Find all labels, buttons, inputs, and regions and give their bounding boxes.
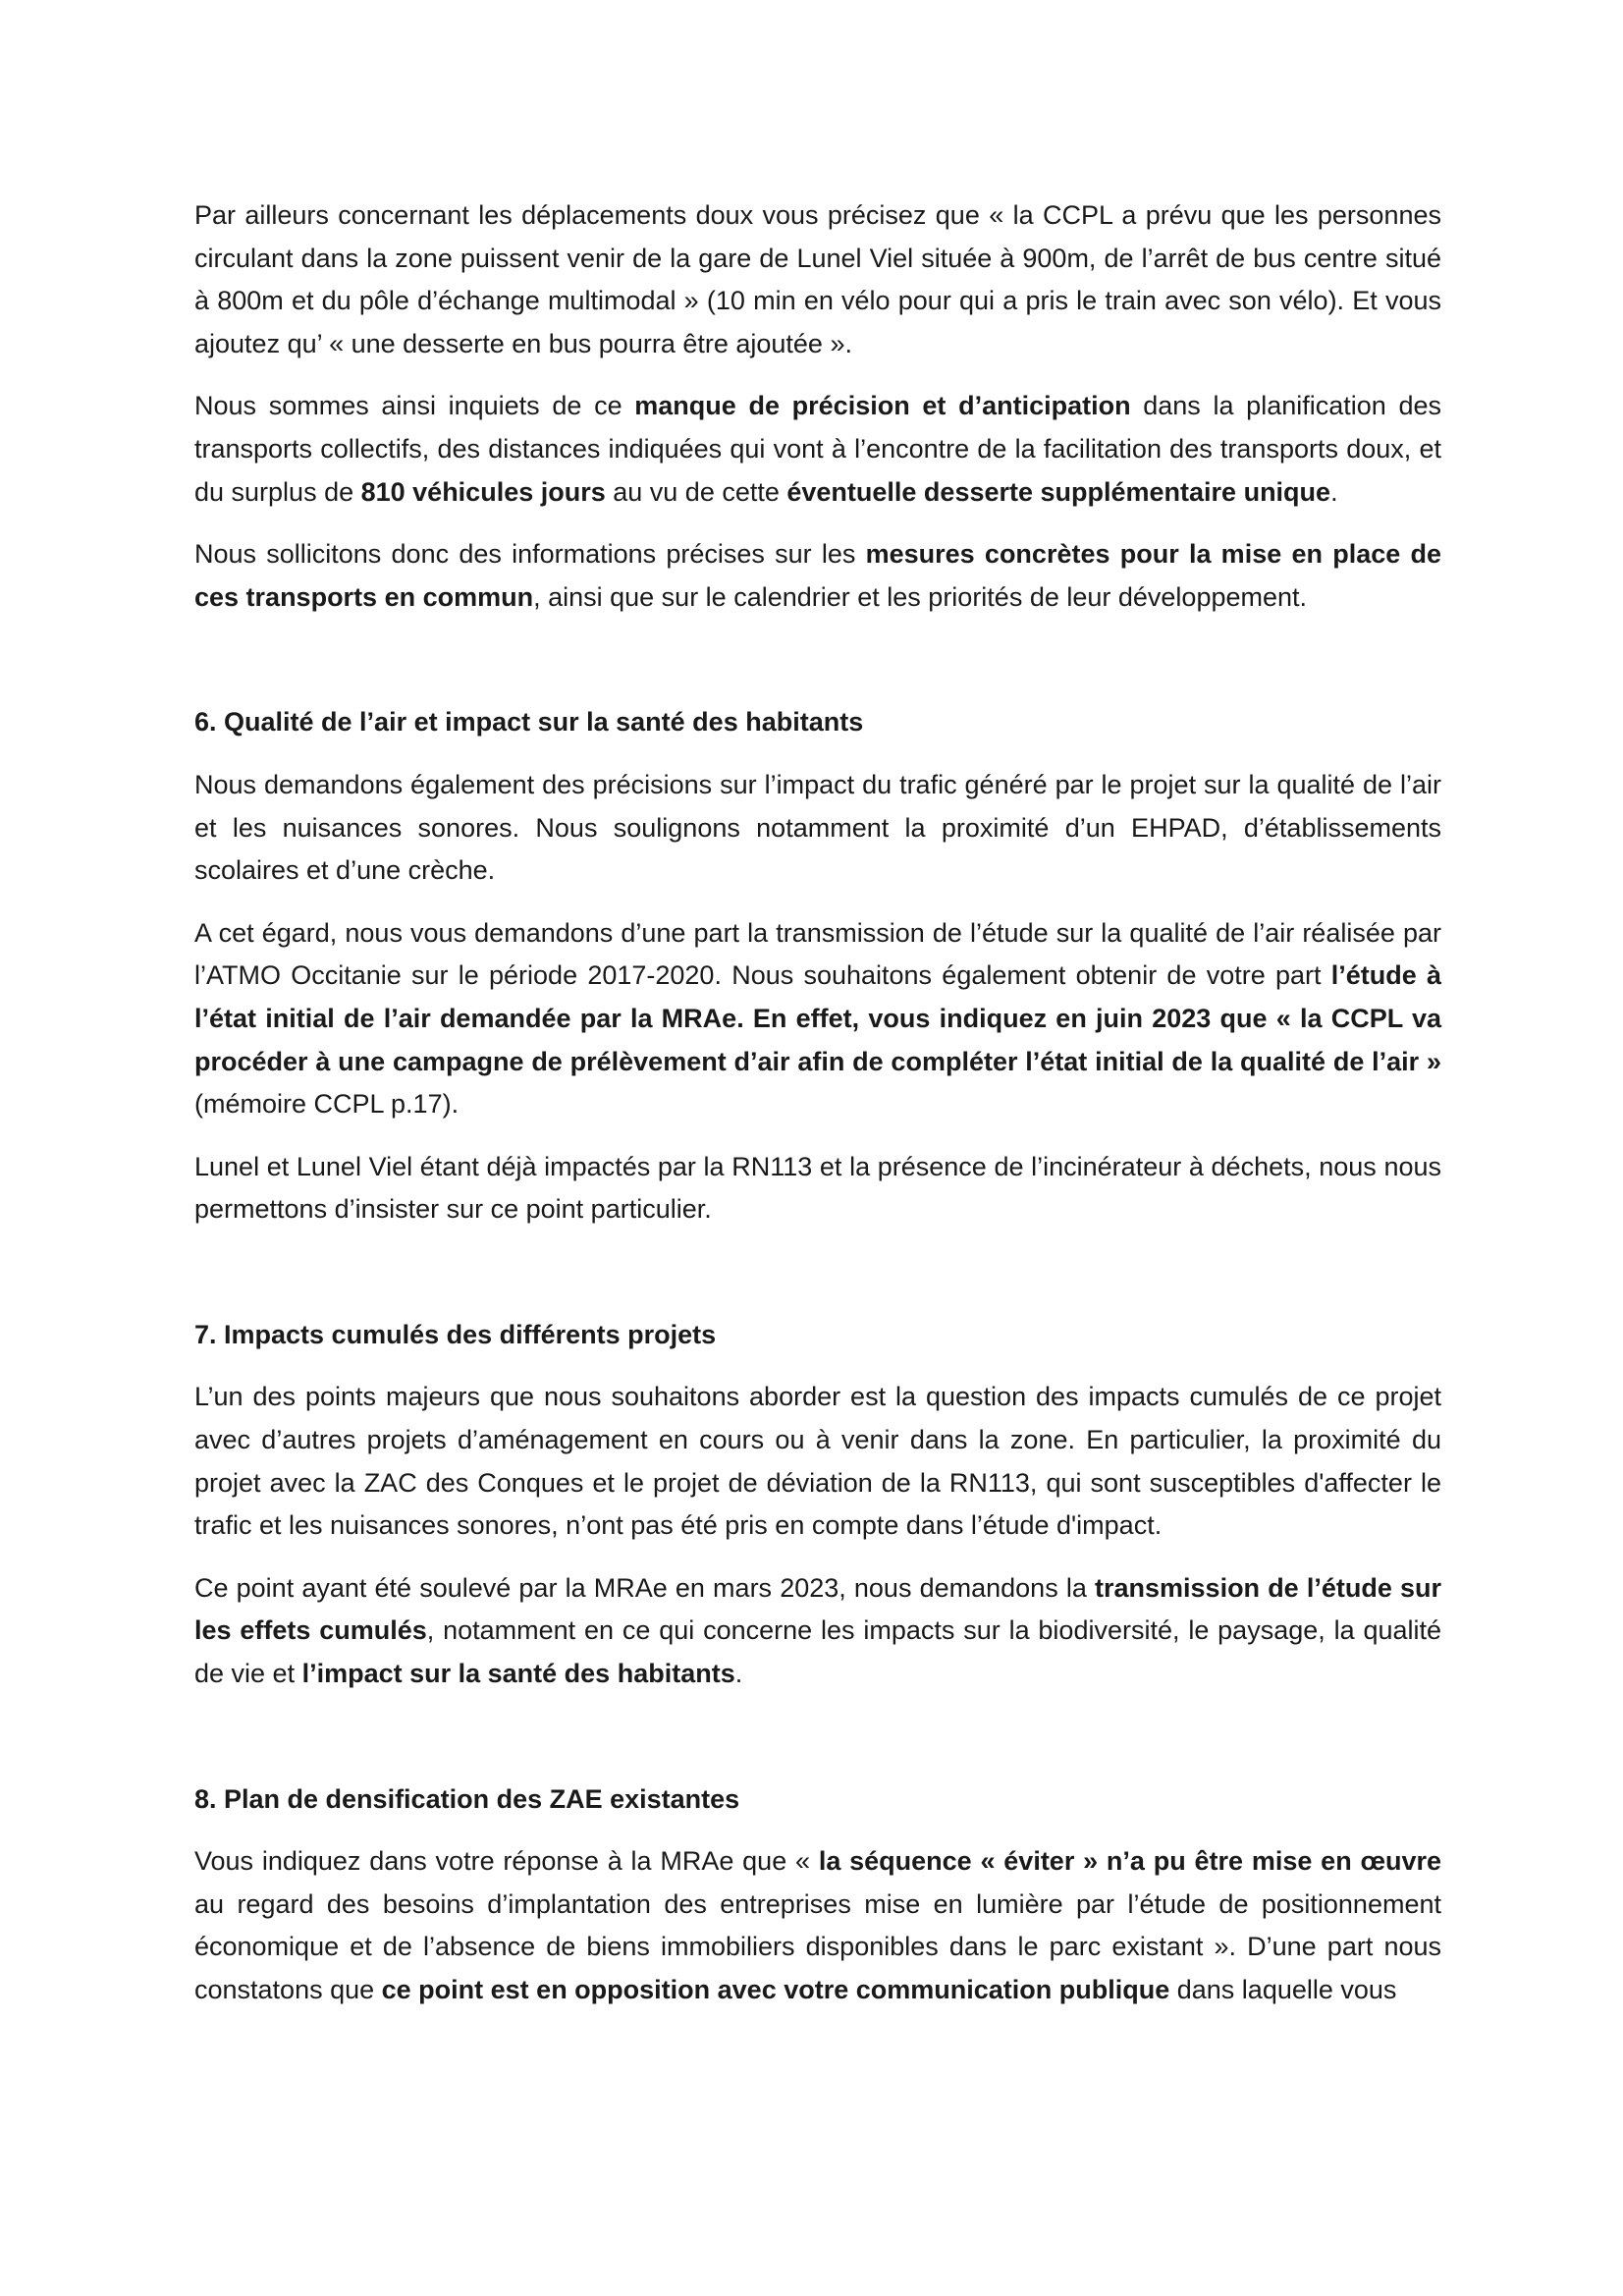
emphasis-text: ce point est en opposition avec votre communication publique	[381, 1975, 1170, 2004]
emphasis-text: manque de précision et d’anticipation	[634, 391, 1131, 421]
paragraph-text: au vu de cette	[605, 476, 787, 507]
emphasis-text: l’impact sur la santé des habitants	[301, 1659, 735, 1689]
paragraph-text: Nous sommes ainsi inquiets de ce	[194, 391, 635, 421]
paragraph-air-quality	[194, 764, 1441, 893]
paragraph-text: , ainsi que sur le calendrier et les priorités de leur développement.	[533, 581, 1308, 612]
paragraph-soft-mobility	[194, 194, 1441, 365]
paragraph-text: .	[734, 1659, 743, 1689]
paragraph-request-info	[194, 533, 1441, 619]
paragraph-cumulative-impacts	[194, 1376, 1441, 1547]
section-heading-7: 7. Impacts cumulés des différents projets	[194, 1319, 717, 1349]
paragraph-text: Nous sollicitons donc des informations précises sur les	[194, 539, 866, 570]
paragraph-text: Ce point ayant été soulevé par la MRAe en mars 2023, nous demandons la	[194, 1572, 1095, 1603]
document-body	[194, 194, 1441, 2012]
paragraph-text: Vous indiquez dans votre réponse à la MRAe que «	[194, 1846, 819, 1877]
paragraph-atmo-study	[194, 912, 1441, 1126]
section-heading-8: 8. Plan de densification des ZAE existantes	[194, 1783, 740, 1814]
paragraph-text: .	[1330, 476, 1338, 507]
paragraph-text: au regard des besoins d’implantation des entreprises mise en lumière par l’étude de positionnement économique et de l’absence de biens immobiliers disponibles dans le parc existant ». D’une part nous constatons que	[194, 1888, 1441, 2004]
section-spacer	[194, 638, 1441, 701]
paragraph-text: , notamment en ce qui concerne les impacts sur la biodiversité, le paysage, la qualité de vie et	[194, 1615, 1442, 1689]
paragraph-text: L’un des points majeurs que nous souhaitons aborder est la question des impacts cumulés de ce projet avec d’autres projets d’aménagement en cours ou à venir dans la zone. En particulier, la proximité du projet avec la ZAC des Conques et le projet de déviation de la RN113, qui sont susceptibles d'affecter le trafic et les nuisances sonores, n’ont pas été pris en compte dans l’étude d'impact.	[194, 1382, 1441, 1541]
paragraph-concern-transport	[194, 385, 1441, 514]
emphasis-text: éventuelle desserte supplémentaire unique	[786, 476, 1331, 507]
paragraph-rn113	[194, 1146, 1441, 1231]
emphasis-text: 810 véhicules jours	[360, 476, 606, 507]
paragraph-text: A cet égard, nous vous demandons d’une part la transmission de l’étude sur la qualité de l’air réalisée par l’ATMO Occitanie sur le période 2017-2020. Nous souhaitons également obtenir de votre part	[194, 917, 1441, 991]
section-spacer	[194, 1251, 1441, 1314]
emphasis-text: transmission de l’étude sur les effets cumulés	[194, 1572, 1442, 1646]
paragraph-text: (mémoire CCPL p.17).	[194, 1089, 460, 1120]
paragraph-densification	[194, 1840, 1441, 2011]
paragraph-text: dans la planification des transports collectifs, des distances indiquées qui vont à l’encontre de la facilitation des transports doux, et du surplus de	[194, 391, 1441, 507]
paragraph-text: dans laquelle vous	[1169, 1975, 1397, 2004]
paragraph-mrae-request	[194, 1567, 1441, 1696]
emphasis-text: mesures concrètes pour la mise en place de ces transports en commun	[194, 539, 1441, 612]
section-heading-6: 6. Qualité de l’air et impact sur la santé des habitants	[194, 707, 864, 738]
emphasis-text: la séquence « éviter » n’a pu être mise en œuvre	[818, 1846, 1441, 1877]
emphasis-text: l’étude à l’état initial de l’air demandée par la MRAe. En effet, vous indiquez en juin 2023 que « la CCPL va procéder à une campagne de prélèvement d’air afin de compléter l’état initial de la qualité de l’air »	[194, 960, 1442, 1076]
paragraph-text: Nous demandons également des précisions sur l’impact du trafic généré par le projet sur la qualité de l’air et les nuisances sonores. Nous soulignons notamment la proximité d’un EHPAD, d’établissements scolaires et d’une crèche.	[194, 769, 1441, 886]
paragraph-text: Lunel et Lunel Viel étant déjà impactés par la RN113 et la présence de l’incinérateur à déchets, nous nous permettons d’insister sur ce point particulier.	[194, 1151, 1441, 1225]
section-spacer	[194, 1716, 1441, 1778]
paragraph-text: Par ailleurs concernant les déplacements doux vous précisez que « la CCPL a prévu que les personnes circulant dans la zone puissent venir de la gare de Lunel Viel située à 900m, de l’arrêt de bus centre situé à 800m et du pôle d’échange multimodal » (10 min en vélo pour qui a pris le train avec son vélo). Et vous ajoutez qu’ « une desserte en bus pourra être ajoutée ».	[194, 200, 1441, 358]
